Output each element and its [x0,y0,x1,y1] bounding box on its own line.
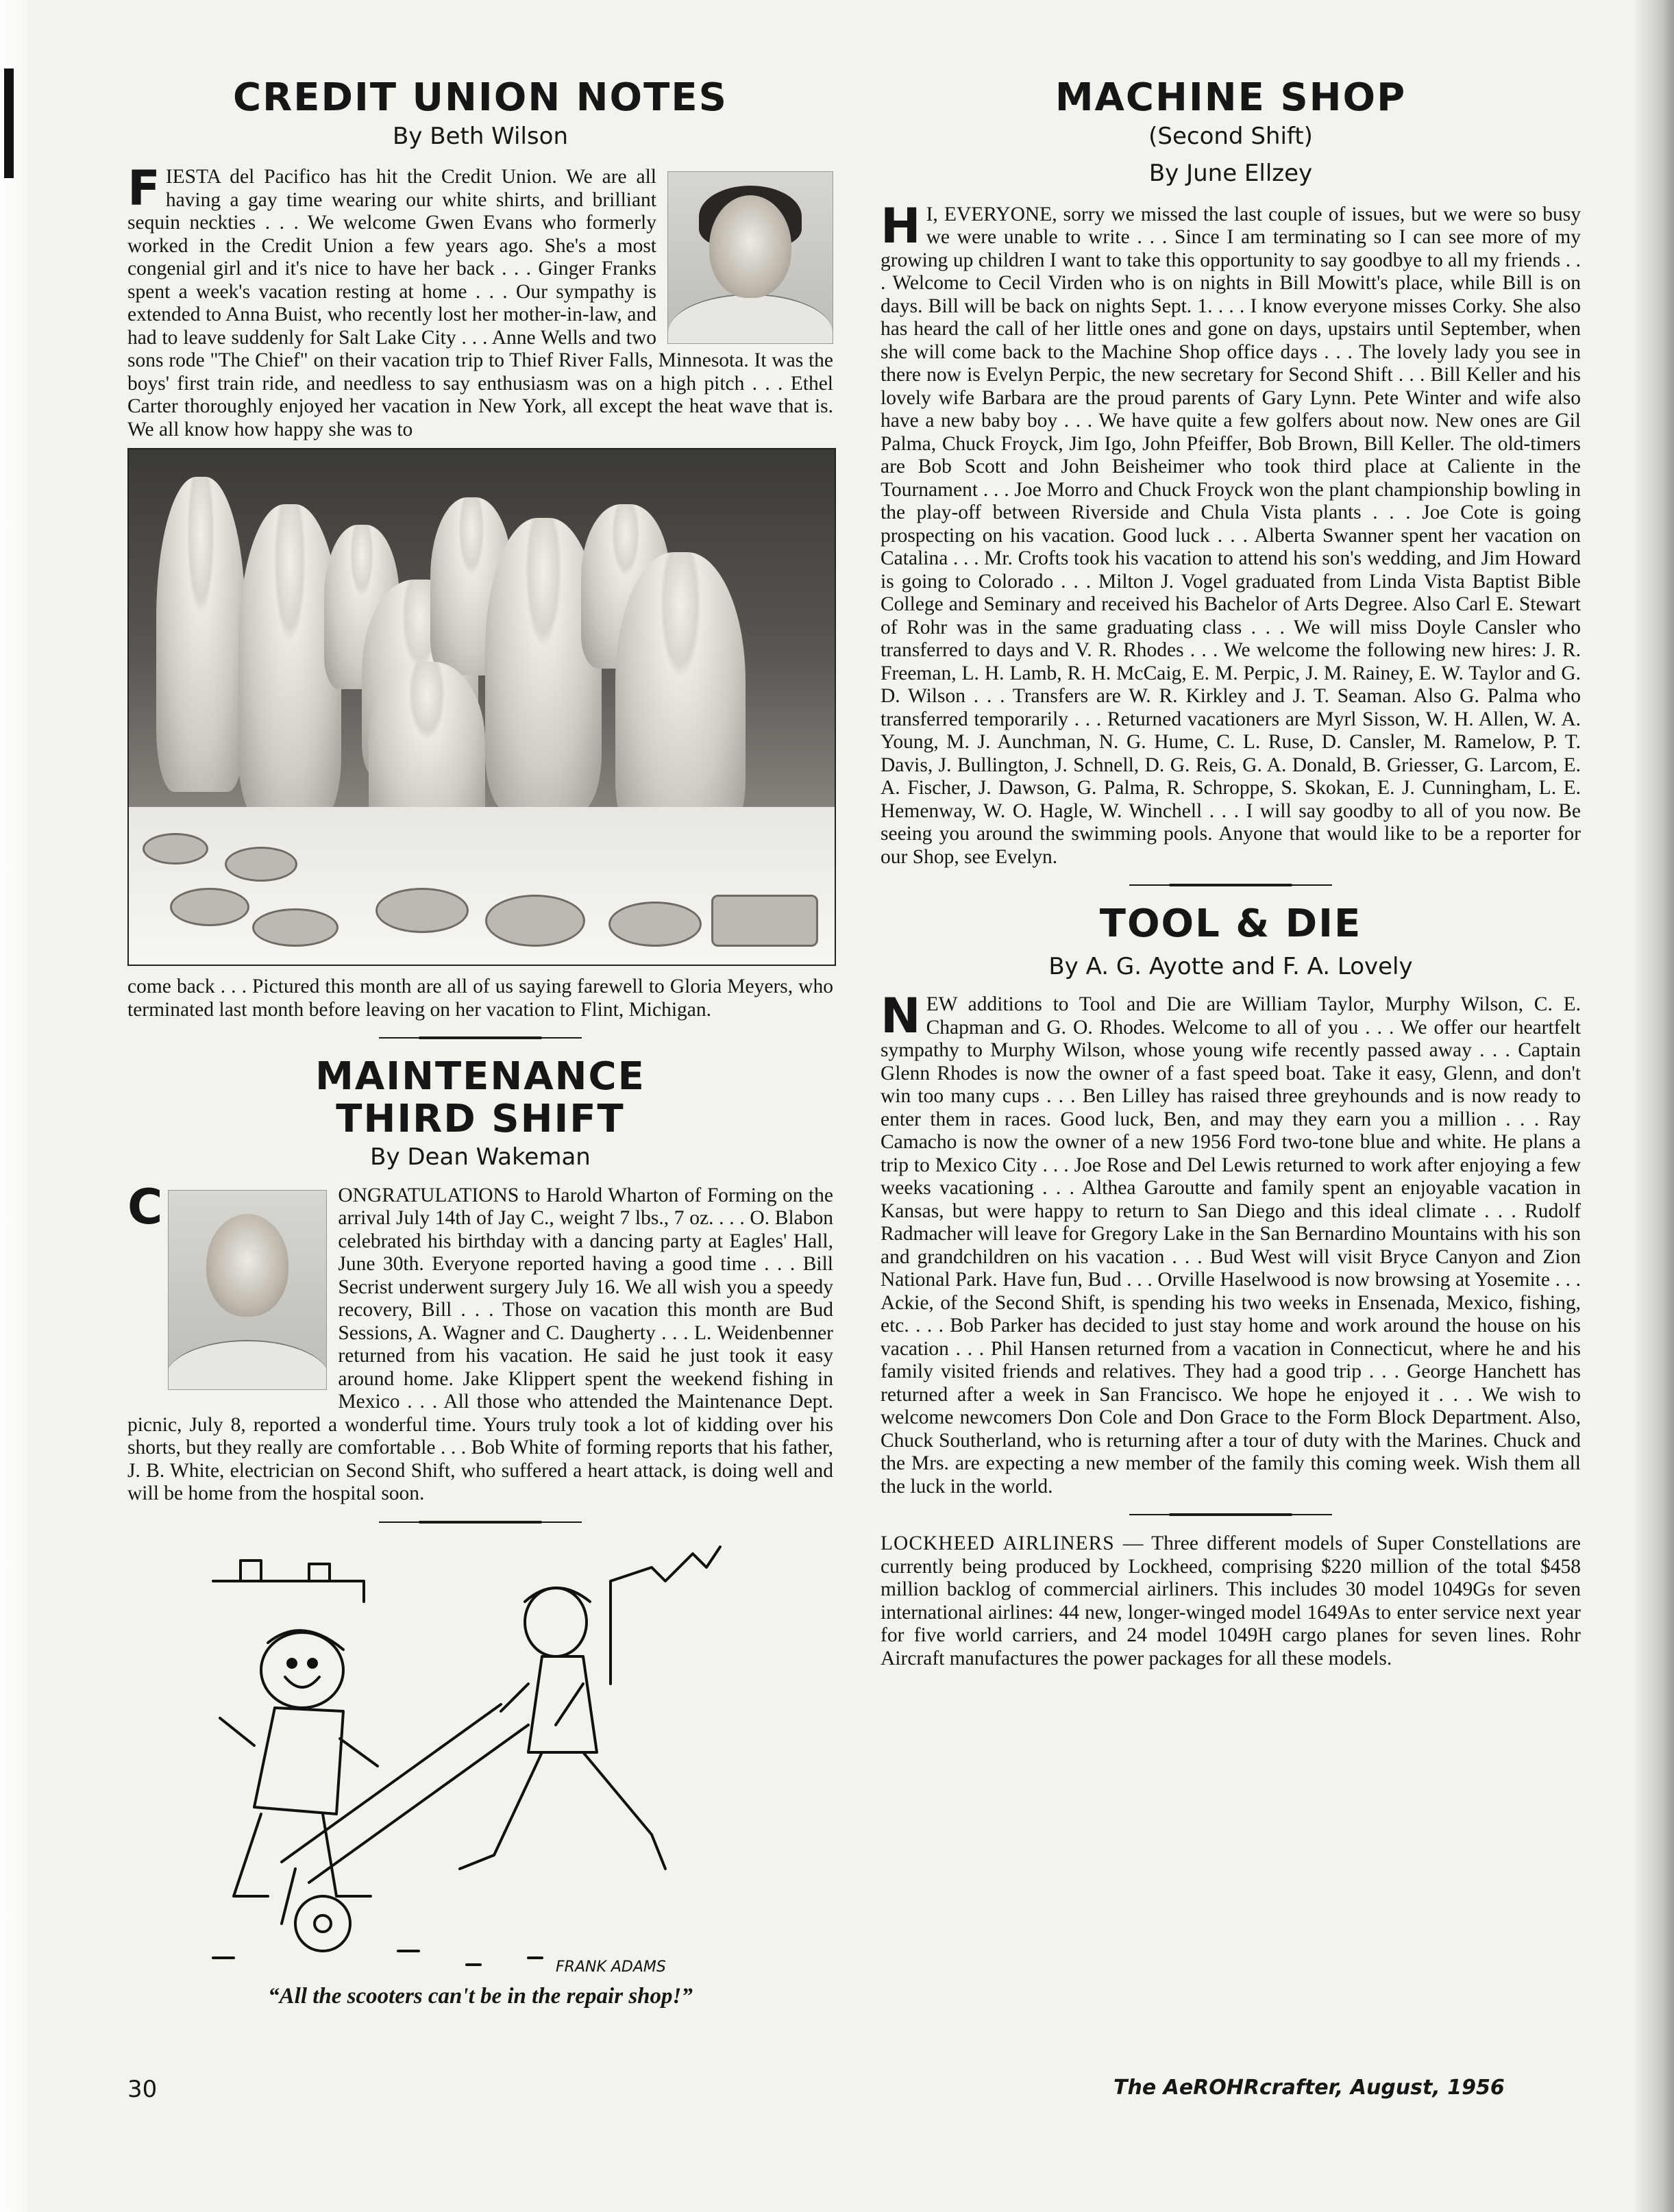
binding-mark [4,69,14,178]
cartoon-section [127,1540,833,2009]
page-edge [0,0,27,2212]
section-divider [1169,1513,1292,1516]
section-divider [1169,884,1292,886]
section-divider [419,1036,542,1039]
cartoon-caption: “All the scooters can't be in the repair shop!” [268,1983,693,2009]
maintenance-para1: C ONGRATULATIONS to Harold Wharton of Forming on the arrival July 14th of Jay C., weight 7 lbs., 7 oz. . . . O. Blabon celebrated his birthday with a dancing party at Eagles' Hall, June 30th. Everyone reported having a good time . . . Bill Secrist underwent surgery July 16. We all wish you a speedy recovery, Bill . . . Those on vacation this month are Bud Sessions, A. Wagner and C. Daugherty . . . L. Weidenbenner returned from his vacation. He said he just took it easy around home. Jake Klippert spent the weekend fishing in Mexico . . . All those who attended the Maintenance Dept. picnic, July 8, reported a wonderful time. Yours truly took a lot of kidding over his shorts, but they really are comfortable . . . Bob White of forming reports that his father, J. B. White, electrician on Second Shift, who suffered a heart attack, is doing well and will be home from the hospital soon. [127,1178,833,1505]
tool-die-dropcap: N [881,988,921,1045]
tool-die-byline: By A. G. Ayotte and F. A. Lovely [1048,952,1413,980]
credit-union-title: CREDIT UNION NOTES [233,75,728,120]
cartoon-signature: FRANK ADAMS [556,1958,666,1976]
page-shadow [1633,0,1674,2212]
tool-die-para1: NEW additions to Tool and Die are William Taylor, Murphy Wilson, C. E. Chapman and G. O. Rhodes. Welcome to all of you . . . We offer our heartfelt sympathy to Murphy Wilson, whose young wife recently passed away . . . Captain Glenn Rhodes is now the owner of a fast speed boat. Take it easy, Glenn, and don't win too many cups . . . Ben Lilley has raised three greyhounds and is now ready to enter them in races. Good luck, Ben, and may they earn you a million . . . Ray Camacho is now the owner of a new 1956 Ford two-tone blue and white. He plans a trip to Mexico City . . . Joe Rose and Del Lewis returned to work after enjoying a few weeks vacationing . . . Althea Garoutte and family spent an enjoyable vacation in Kansas, but were happy to return to San Diego and this ideal climate . . . Rudolf Radmacher will leave for Gregory Lake in the San Bernardino Mountains with his son and grandchildren on his vacation . . . Bud West will visit Bryce Canyon and Zion National Park. Have fun, Bud . . . Orville Haselwood is now browsing at Yosemite . . . Ackie, of the Second Shift, is spending his two weeks in Ensenada, Mexico, fishing, etc. . . . Bob Parker has decided to just stay home and work around the house on his vacation . . . Phil Hansen returned from a vacation in Connecticut, where he and his family visited friends and relatives. They had a good trip . . . George Hanchett has returned after a week in San Francisco. We hope he enjoyed it . . . We wish to welcome newcomers Don Cole and Don Grace to the Form Block Department. Also, Chuck Southerland, who is returning after a tour of duty with the Marines. Chuck and the Mrs. are expecting a new member of the family this coming week. Wish them all the luck in the world. [881,988,1581,1498]
lockheed-article [881,1532,1581,1670]
machine-shop-article [881,77,1581,869]
tool-die-article [881,903,1581,1498]
farewell-group-photo [127,448,836,966]
machine-shop-dropcap: H [881,197,921,254]
gwen-evans-photo [667,171,833,344]
left-column [127,77,833,2009]
section-divider [419,1521,542,1524]
machine-shop-subtitle: (Second Shift) [1148,122,1313,150]
cartoon-drawing [172,1540,789,1978]
maintenance-byline: By Dean Wakeman [370,1143,591,1171]
lockheed-para: LOCKHEED AIRLINERS — Three different models of Super Constellations are currently being produced by Lockheed, comprising $220 million of the total $458 million backlog of commercial airliners. This includes 30 model 1049Gs for seven international airlines: 44 new, longer-winged model 1649As to enter service next year for five world carriers, and 24 model 1049H cargo planes for seven lines. Rohr Aircraft manufactures the power packages for all these models. [881,1532,1581,1669]
maintenance-dropcap: C [127,1178,163,1235]
maintenance-title-line2: THIRD SHIFT [336,1096,625,1141]
credit-union-article [127,77,833,1021]
credit-union-dropcap: F [127,160,160,217]
machine-shop-title: MACHINE SHOP [1055,75,1407,120]
publication-footer: The AeROHRcrafter, August, 1956 [1113,2076,1505,2100]
scooter-cartoon [172,1540,789,1978]
machine-shop-byline: By June Ellzey [1148,160,1313,188]
maintenance-article [127,1056,833,1506]
page-number: 30 [127,2076,158,2103]
dean-wakeman-photo [168,1190,327,1390]
tool-die-title: TOOL & DIE [1099,902,1362,947]
machine-shop-para1: H I, EVERYONE, sorry we missed the last couple of issues, but we were so busy we were unable to write . . . Since I am terminating so I can see more of my growing up children I want to take this opportunity to say goodbye to all my friends . . . Welcome to Cecil Virden who is on nights in Bill Mowitt's place, while Bill is on days. Bill will be back on nights Sept. 1. . . . I know everyone misses Corky. She also has heard the call of her little ones and gone on days, upstairs until September, when she will come back to the Machine Shop office days . . . The lovely lady you see in there now is Evelyn Perpic, the new secretary for Second Shift . . . Bill Keller and his lovely wife Barbara are the proud parents of Gary Lynn. Pete Winter and wife also have a new baby boy . . . We have quite a few golfers about now. New ones are Gil Palma, Chuck Froyck, Jim Igo, John Pfeiffer, Bob Brown, Bill Keller. The old-timers are Bob Scott and John Beisheimer who took third place at Caliente in the Tournament . . . Joe Morro and Chuck Froyck won the plant championship bowling in the play-off between Riverside and Chula Vista plants . . . Joe Cote is going prospecting on his vacation. Good luck . . . Alberta Swanner spent her vacation on Catalina . . . Mr. Crofts took his vacation to attend his son's wedding, and Jim Howard is going to Colorado . . . Milton J. Vogel graduated from Linda Vista Baptist Bible College and Seminary and received his Bachelor of Arts Degree. Also Carl E. Stewart of Rohr was in the same graduating class . . . We will miss Doyle Cansler who transferred to days and V. R. Rhodes . . . We welcome the following new hires: J. R. Freeman, L. H. Lamb, R. H. McCaig, E. M. Perpic, J. M. Rainey, E. W. Taylor and G. D. Wilson . . . Transfers are W. R. Kirkley and J. T. Seaman. Also G. Palma who transferred temporarily . . . Returned vacationers are Myrl Sisson, W. H. Allen, W. A. Young, M. J. Aunchman, N. G. Hume, C. L. Ruse, D. Cansler, M. Ramelow, P. T. Davis, J. Bullington, J. Schnell, D. G. Reis, G. A. Donald, B. Griesser, G. Larcom, E. A. Fischer, J. Dawson, G. Palma, R. Schroppe, S. Skokan, E. J. Cunningham, L. E. Hemenway, W. O. Hagle, W. Winchell . . . I will say goodby to all of you now. Be seeing you around the swimming pools. Anyone that would like to be a reporter for our Shop, see Evelyn. [881,197,1581,868]
credit-union-byline: By Beth Wilson [392,122,568,150]
credit-union-para1: FIESTA del Pacifico has hit the Credit Union. We are all having a gay time wearing our white shirts, and brilliant sequin neckties . . . We welcome Gwen Evans who formerly worked in the Credit Union a few years ago. She's a most congenial girl and it's nice to have her back . . . Ginger Franks spent a week's vacation resting at home . . . Our sympathy is extended to Anna Buist, who recently lost her mother-in-law, and had to leave suddenly for Salt Lake City . . . Anne Wells and two sons rode "The Chief" on their vacation trip to Thief River Falls, Minnesota. It was the boys' first train ride, and needless to say enthusiasm was on a high pitch . . . Ethel Carter thoroughly enjoyed her vacation in New York, all except the heat wave that is. We all know how happy she was to [127,160,833,440]
maintenance-title-line1: MAINTENANCE [315,1054,645,1099]
right-column [881,77,1581,1670]
credit-union-para2: come back . . . Pictured this month are all of us saying farewell to Gloria Meyers, who terminated last month before leaving on her vacation to Flint, Michigan. [127,975,833,1021]
lockheed-lead: LOCKHEED AIRLINERS [881,1532,1115,1555]
